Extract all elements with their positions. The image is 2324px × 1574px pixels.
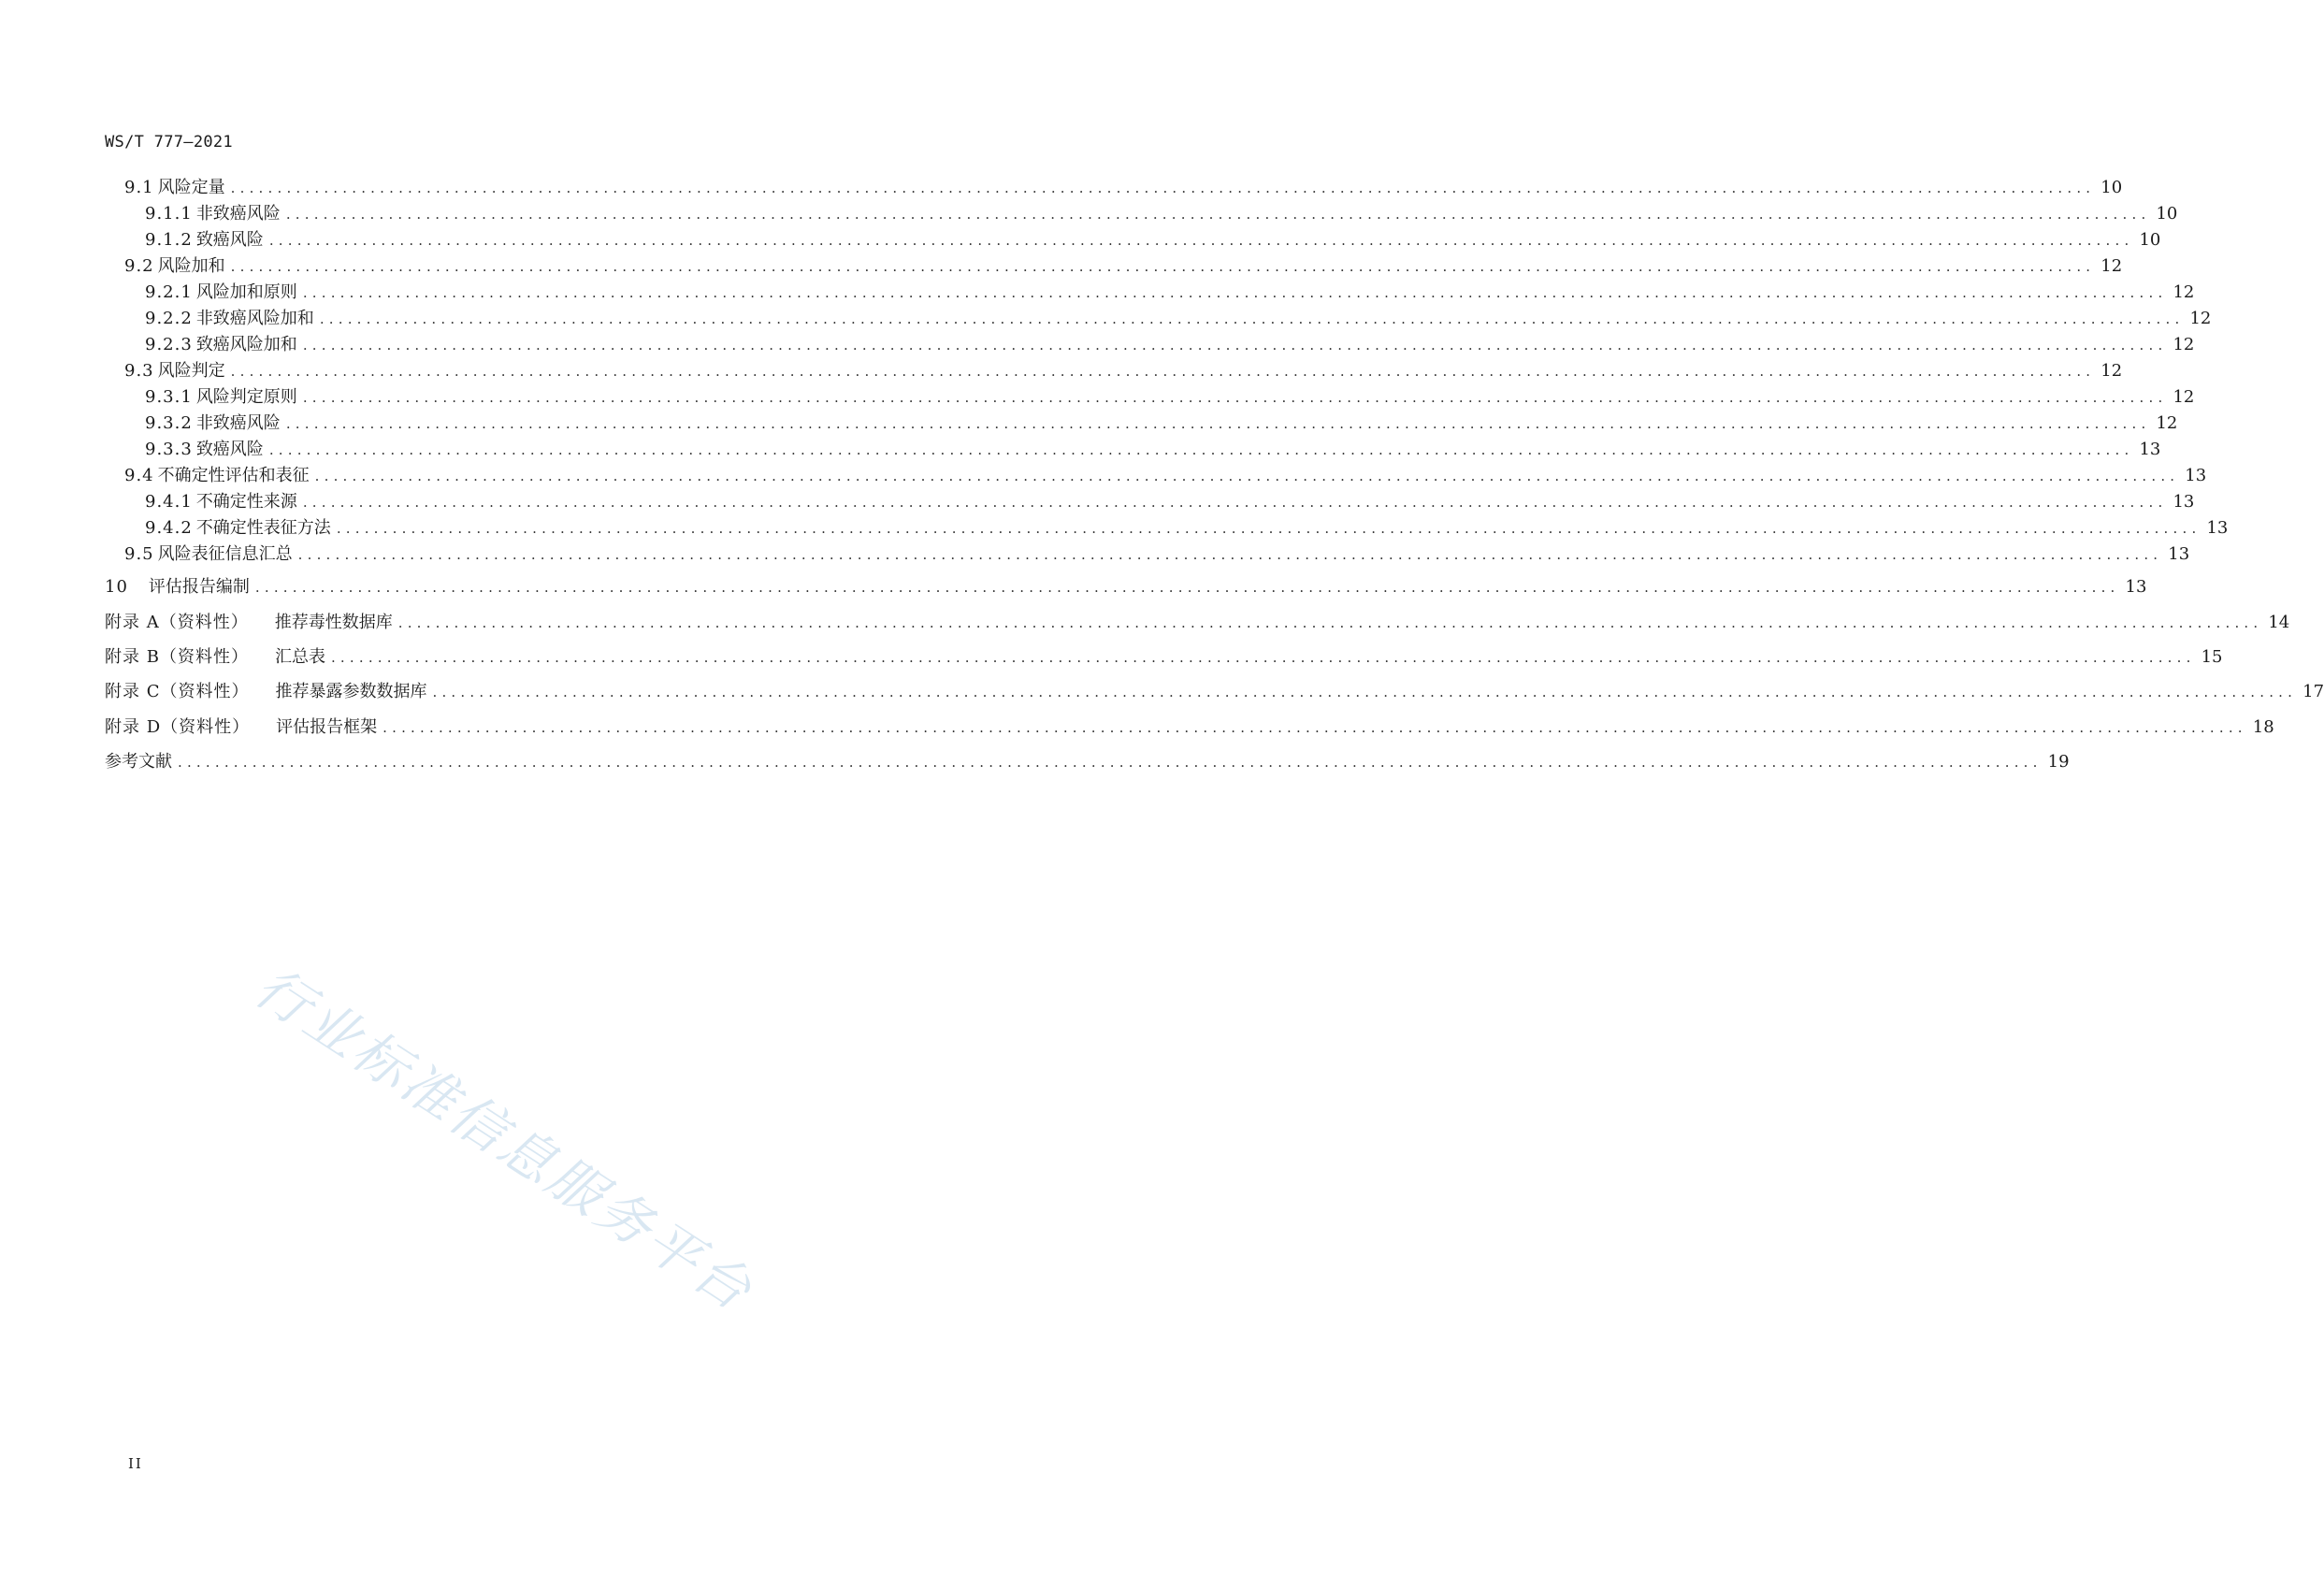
toc-entry-page: 10 <box>2156 204 2178 224</box>
toc-entry-number: 9.2.2 <box>145 309 193 328</box>
toc-leader-dots: ........................................................................................................................................................................................................ <box>330 649 2196 666</box>
toc-entry-number: 附录 A（资料性） <box>105 613 249 632</box>
toc-entry-title <box>105 254 225 279</box>
page-number: II <box>128 1455 143 1472</box>
toc-entry-text: 风险定量 <box>157 178 225 197</box>
toc-entry-number: 9.3.1 <box>145 387 193 407</box>
toc-entry[interactable] <box>105 645 2223 670</box>
toc-entry-number: 9.3 <box>124 361 154 381</box>
toc-entry-page: 13 <box>2172 492 2195 512</box>
toc-leader-dots: ........................................................................................................................................................................................................ <box>297 546 2163 563</box>
toc-entry[interactable] <box>105 542 2190 567</box>
toc-entry-page: 13 <box>2168 544 2190 564</box>
toc-leader-dots: ........................................................................................................................................................................................................ <box>230 180 2096 196</box>
toc-entry-title <box>105 516 331 541</box>
toc-entry[interactable] <box>105 412 2178 436</box>
toc-entry-text: 致癌风险加和 <box>195 335 297 354</box>
toc-entry-page: 10 <box>2100 178 2123 197</box>
watermark: 行业标准信息服务平台 <box>243 954 765 1324</box>
toc-entry-title <box>105 750 172 774</box>
toc-leader-dots: ........................................................................................................................................................................................................ <box>268 232 2134 249</box>
toc-entry-number: 9.1.1 <box>145 204 193 224</box>
toc-entry-number: 9.2.1 <box>145 282 193 302</box>
toc-entry-page: 19 <box>2047 752 2070 772</box>
toc-entry-text: 推荐毒性数据库 <box>274 613 393 632</box>
toc-entry[interactable] <box>105 611 2290 635</box>
toc-entry-title <box>105 307 314 331</box>
toc-leader-dots: ........................................................................................................................................................................................................ <box>254 579 2120 596</box>
toc-entry-title <box>105 645 325 670</box>
toc-entry[interactable] <box>105 750 2070 774</box>
toc-entry-text: 不确定性来源 <box>195 492 297 512</box>
toc-entry[interactable] <box>105 715 2274 740</box>
toc-entry-title <box>105 715 377 740</box>
toc-entry-number: 9.2.3 <box>145 335 193 354</box>
toc-entry[interactable] <box>105 307 2212 331</box>
toc-entry-number: 9.2 <box>124 256 154 276</box>
toc-entry[interactable] <box>105 333 2195 357</box>
toc-entry-text: 致癌风险 <box>195 440 264 459</box>
toc-entry-title <box>105 438 264 462</box>
toc-entry-number: 附录 C（资料性） <box>105 682 250 701</box>
document-code: WS/T 777—2021 <box>105 133 233 152</box>
toc-entry-number: 9.3.2 <box>145 413 193 433</box>
toc-entry-title <box>105 359 225 383</box>
toc-entry-title <box>105 611 393 635</box>
toc-entry-number: 附录 B（资料性） <box>105 647 249 667</box>
toc-leader-dots: ........................................................................................................................................................................................................ <box>302 389 2168 406</box>
toc-entry[interactable] <box>105 176 2123 200</box>
toc-leader-dots: ........................................................................................................................................................................................................ <box>302 337 2168 354</box>
toc-entry[interactable] <box>105 228 2161 253</box>
toc-entry-text: 参考文献 <box>105 752 172 772</box>
toc-entry-number: 9.1 <box>124 178 154 197</box>
toc-entry[interactable] <box>105 254 2123 279</box>
toc-leader-dots: ........................................................................................................................................................................................................ <box>285 206 2151 223</box>
toc-entry-page: 17 <box>2302 682 2324 701</box>
toc-leader-dots: ........................................................................................................................................................................................................ <box>178 754 2043 771</box>
toc-entry[interactable] <box>105 464 2207 488</box>
toc-entry-title <box>105 464 310 488</box>
toc-entry[interactable] <box>105 359 2123 383</box>
toc-entry-page: 12 <box>2100 361 2123 381</box>
toc-entry-text: 非致癌风险 <box>195 413 281 433</box>
toc-entry-title <box>105 333 297 357</box>
toc-entry-title <box>105 412 281 436</box>
toc-entry-number: 9.3.3 <box>145 440 193 459</box>
toc-entry-page: 14 <box>2268 613 2290 632</box>
toc-entry[interactable] <box>105 680 2324 704</box>
toc-entry-page: 12 <box>2156 413 2178 433</box>
toc-entry-page: 10 <box>2139 230 2161 250</box>
toc-entry-page: 18 <box>2252 717 2274 737</box>
toc-leader-dots: ........................................................................................................................................................................................................ <box>314 468 2180 484</box>
toc-entry-title <box>105 385 297 410</box>
toc-entry-number: 10 <box>105 577 128 597</box>
toc-entry-title <box>105 281 297 305</box>
toc-entry-page: 13 <box>2125 577 2147 597</box>
toc-entry-number: 9.4 <box>124 466 154 485</box>
toc-entry[interactable] <box>105 281 2195 305</box>
toc-entry-title <box>105 542 293 567</box>
toc-entry-page: 13 <box>2185 466 2207 485</box>
toc-leader-dots: ........................................................................................................................................................................................................ <box>230 258 2096 275</box>
toc-entry-page: 15 <box>2201 647 2223 667</box>
toc-leader-dots: ........................................................................................................................................................................................................ <box>302 494 2168 511</box>
toc-entry-text: 评估报告框架 <box>276 717 378 737</box>
toc-leader-dots: ........................................................................................................................................................................................................ <box>302 284 2168 301</box>
toc-entry-text: 风险加和原则 <box>195 282 297 302</box>
toc-entry-title <box>105 202 281 226</box>
toc-entry-text: 风险加和 <box>157 256 225 276</box>
toc-entry-text: 风险判定 <box>157 361 225 381</box>
toc-entry-title <box>105 680 427 704</box>
toc-entry-number: 附录 D（资料性） <box>105 717 251 737</box>
toc-entry-text: 不确定性表征方法 <box>195 518 331 538</box>
toc-entry[interactable] <box>105 385 2195 410</box>
toc-entry-page: 12 <box>2172 335 2195 354</box>
toc-entry-page: 13 <box>2206 518 2229 538</box>
toc-entry-title <box>105 228 264 253</box>
toc-leader-dots: ........................................................................................................................................................................................................ <box>230 363 2096 380</box>
toc-leader-dots: ........................................................................................................................................................................................................ <box>336 520 2201 537</box>
toc-entry-title <box>105 575 250 599</box>
toc-entry-text: 致癌风险 <box>195 230 264 250</box>
toc-entry-number: 9.5 <box>124 544 154 564</box>
toc-leader-dots: ........................................................................................................................................................................................................ <box>432 684 2298 700</box>
toc-entry-page: 12 <box>2172 282 2195 302</box>
toc-leader-dots: ........................................................................................................................................................................................................ <box>397 614 2263 631</box>
toc-entry-text: 不确定性评估和表征 <box>157 466 310 485</box>
toc-entry-title <box>105 176 225 200</box>
toc-entry-page: 12 <box>2100 256 2123 276</box>
toc-leader-dots: ........................................................................................................................................................................................................ <box>383 719 2247 736</box>
toc-entry-title <box>105 490 297 514</box>
toc-entry-text: 非致癌风险 <box>195 204 281 224</box>
toc-entry[interactable] <box>105 490 2195 514</box>
toc-entry-text: 汇总表 <box>274 647 325 667</box>
toc-entry-text: 评估报告编制 <box>148 577 250 597</box>
toc-entry[interactable] <box>105 516 2229 541</box>
toc-entry[interactable] <box>105 202 2178 226</box>
toc-entry-page: 13 <box>2139 440 2161 459</box>
toc-entry-page: 12 <box>2172 387 2195 407</box>
toc-entry-text: 推荐暴露参数数据库 <box>275 682 427 701</box>
toc-entry-number: 9.1.2 <box>145 230 193 250</box>
toc-leader-dots: ........................................................................................................................................................................................................ <box>319 310 2185 327</box>
toc-entry-text: 非致癌风险加和 <box>195 309 314 328</box>
toc-entry-number: 9.4.1 <box>145 492 193 512</box>
toc-leader-dots: ........................................................................................................................................................................................................ <box>268 441 2134 458</box>
toc-entry[interactable] <box>105 438 2161 462</box>
toc-entry-text: 风险判定原则 <box>195 387 297 407</box>
toc-entry[interactable] <box>105 575 2147 599</box>
toc-entry-text: 风险表征信息汇总 <box>157 544 293 564</box>
toc-leader-dots: ........................................................................................................................................................................................................ <box>285 415 2151 432</box>
toc-entry-number: 9.4.2 <box>145 518 193 538</box>
toc-entry-page: 12 <box>2189 309 2212 328</box>
